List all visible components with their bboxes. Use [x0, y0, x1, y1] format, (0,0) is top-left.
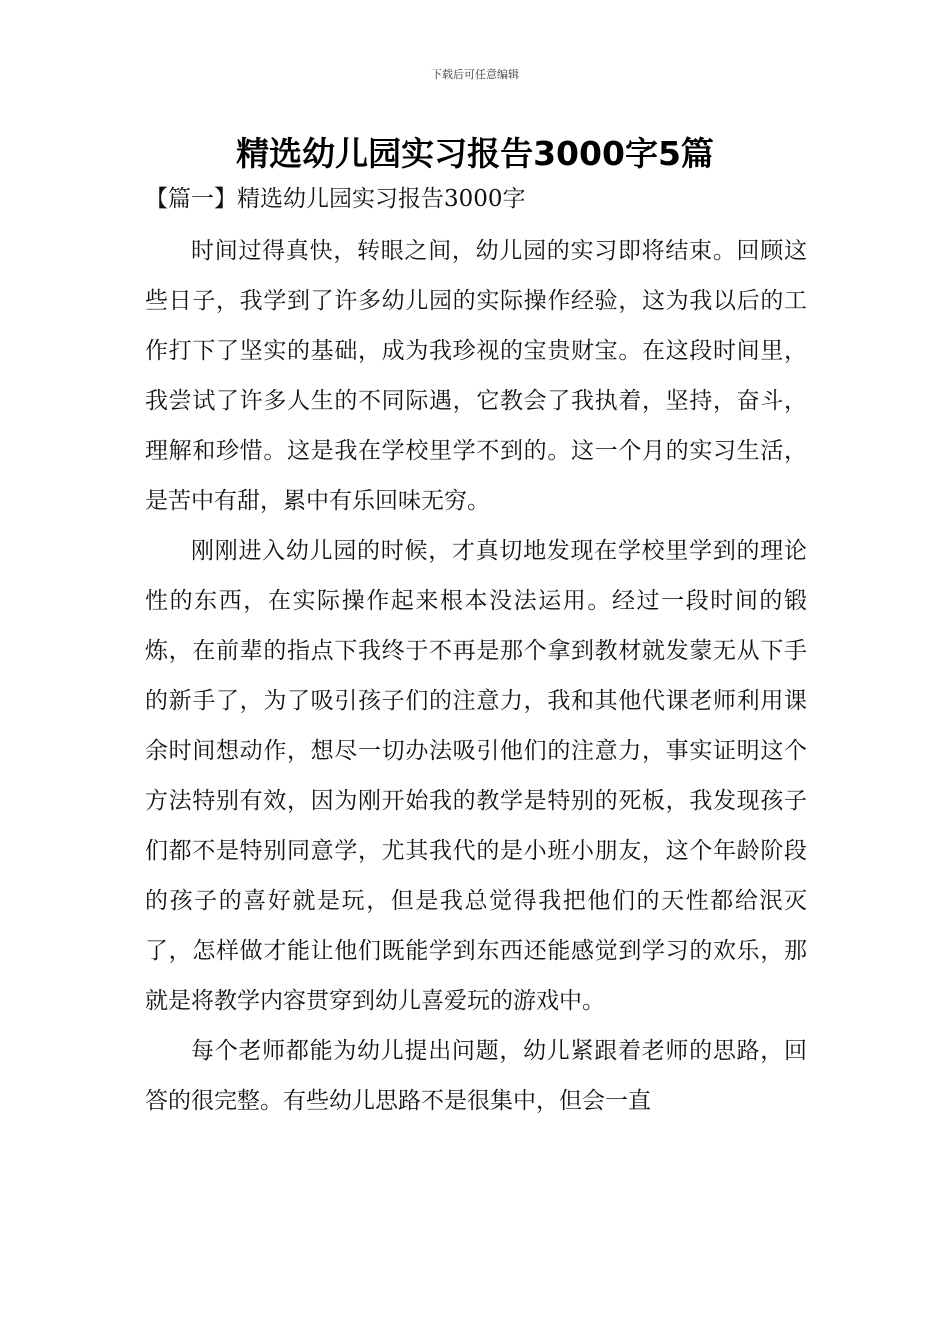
section-heading: 【篇一】精选幼儿园实习报告3000字 [145, 186, 526, 212]
paragraph: 刚刚进入幼儿园的时候，才真切地发现在学校里学到的理论性的东西，在实际操作起来根本没法运用。经过一段时间的锻炼，在前辈的指点下我终于不再是那个拿到教材就发蒙无从下手的新手了，为了吸引孩子们的注意力，我和其他代课老师利用课余时间想动作，想尽一切办法吸引他们的注意力，事实证明这个方法特别有效，因为刚开始我的教学是特别的死板，我发现孩子们都不是特别同意学，尤其我代的是小班小朋友，这个年龄阶段的孩子的喜好就是玩，但是我总觉得我把他们的天性都给泯灭了，怎样做才能让他们既能学到东西还能感觉到学习的欢乐，那就是将教学内容贯穿到幼儿喜爱玩的游戏中。 [145, 538, 807, 1014]
document-body [145, 226, 807, 1126]
document-title: 精选幼儿园实习报告3000字5篇 [236, 134, 714, 173]
paragraph: 每个老师都能为幼儿提出问题，幼儿紧跟着老师的思路，回答的很完整。有些幼儿思路不是很集中，但会一直 [145, 1038, 807, 1114]
header-note: 下载后可任意编辑 [431, 68, 519, 81]
paragraph: 时间过得真快，转眼之间，幼儿园的实习即将结束。回顾这些日子，我学到了许多幼儿园的实际操作经验，这为我以后的工作打下了坚实的基础，成为我珍视的宝贵财宝。在这段时间里，我尝试了许多人生的不同际遇，它教会了我执着，坚持，奋斗，理解和珍惜。这是我在学校里学不到的。这一个月的实习生活，是苦中有甜，累中有乐回味无穷。 [145, 238, 807, 514]
